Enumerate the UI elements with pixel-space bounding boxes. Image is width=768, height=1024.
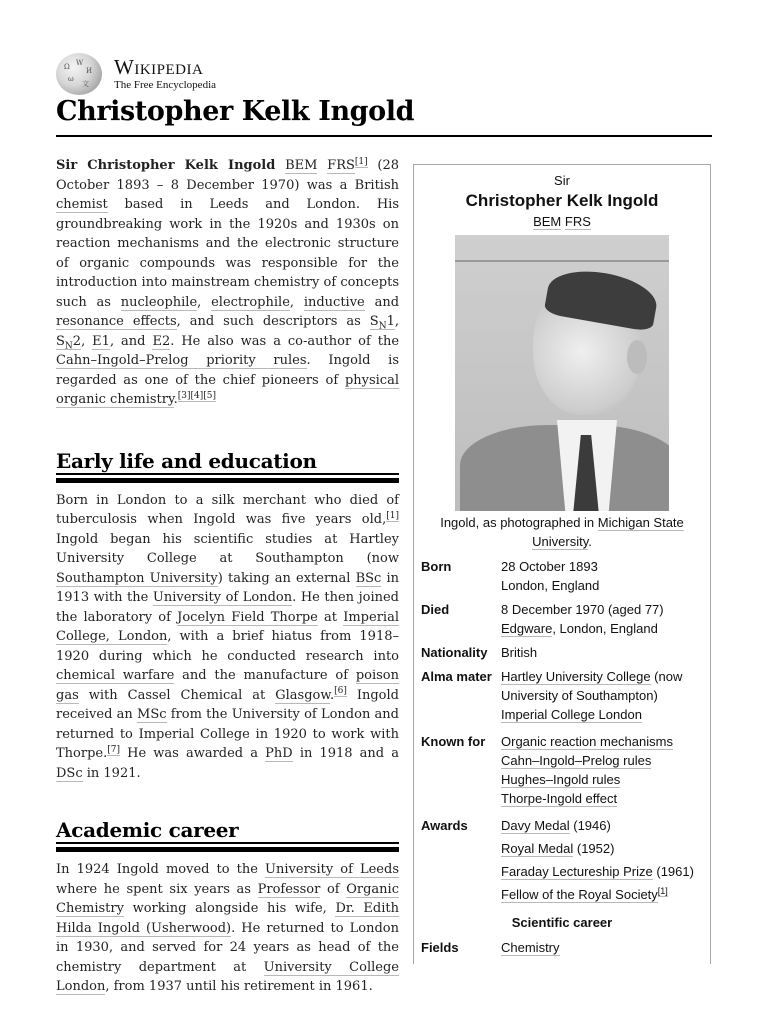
link-chemical-warfare[interactable]: chemical warfare — [56, 668, 175, 683]
link-award[interactable]: Faraday Lectureship Prize — [501, 864, 653, 879]
link-bem[interactable]: BEM — [285, 158, 318, 173]
link-edgware[interactable]: Edgware — [501, 621, 553, 636]
infobox-row-nationality: Nationality British — [421, 645, 538, 660]
link-university-of-london[interactable]: University of London — [152, 590, 293, 605]
link-e1[interactable]: E1 — [92, 333, 110, 349]
portrait-photo[interactable] — [455, 235, 669, 511]
link-nucleophile[interactable]: nucleophile — [120, 294, 198, 310]
link-jocelyn-field-thorpe[interactable]: Jocelyn Field Thorpe — [177, 609, 318, 625]
link-hartley-university-college[interactable]: Hartley University College — [501, 669, 651, 684]
infobox-row-born: Born 28 October 1893 London, England — [421, 559, 600, 593]
infobox-row-alma-mater: Alma mater Hartley University College (now University of Southampton) Imperial College London — [421, 669, 683, 722]
link-sn2[interactable]: $S_N2$ — [56, 333, 82, 352]
link-professor[interactable]: Professor — [257, 881, 321, 897]
link-e2[interactable]: E2 — [152, 333, 171, 349]
link-phd[interactable]: PhD — [265, 746, 293, 761]
link-cip-rules[interactable]: Cahn–Ingold–Prelog priority rules — [56, 353, 307, 368]
wikipedia-wordmark[interactable] — [114, 57, 216, 91]
link-organic-chemistry[interactable]: Organic Chemistry — [56, 881, 399, 916]
link-resonance-effects[interactable]: resonance effects — [56, 314, 177, 329]
link-university-of-leeds[interactable]: University of Leeds — [265, 862, 399, 877]
link-award[interactable]: Fellow of the Royal Society — [501, 887, 658, 902]
link-poison-gas[interactable]: poison gas — [56, 668, 399, 703]
citation-1[interactable]: [1] — [354, 156, 368, 167]
link-southampton-university[interactable]: Southampton University — [56, 570, 218, 586]
citation-1[interactable]: [1] — [657, 885, 668, 896]
link-chemistry[interactable]: Chemistry — [501, 940, 560, 955]
infobox-table — [414, 555, 710, 960]
infobox-subheader-scientific-career: Scientific career — [511, 915, 613, 930]
citation-6[interactable]: [6] — [334, 686, 347, 697]
infobox — [413, 164, 711, 964]
infobox-name: Christopher Kelk Ingold — [465, 191, 659, 210]
site-name[interactable]: Wikipedia — [114, 55, 204, 79]
wikipedia-globe-icon[interactable]: Ω W И ω 文 — [56, 53, 102, 95]
link-award[interactable]: Davy Medal — [501, 818, 570, 833]
infobox-row-fields: Fields Chemistry — [421, 940, 560, 955]
intro-paragraph: Sir Christopher Kelk Ingold BEM FRS[1] (28 October 1893 – 8 December 1970) was a British chemist based in Leeds and London. His groundbreaking work in the 1920s and 1930s on reaction mechanisms and the electronic structure of organic compounds was responsible for the introduction into mainstream chemistry of concepts such as nucleophile, electrophile, inductive and resonance effects, and such descriptors as $S_N1$, $S_N2$, E1, and E2. He also was a co-author of the Cahn–Ingold–Prelog priority rules. Ingold is regarded as one of the chief pioneers of physical organic chemistry.[3][4][5] — [56, 156, 400, 407]
infobox-honorific: Sir — [554, 173, 570, 188]
link-bem[interactable]: BEM — [533, 214, 562, 229]
link-award[interactable]: Royal Medal — [501, 841, 574, 856]
link-known-for-item[interactable]: Cahn–Ingold–Prelog rules — [501, 753, 652, 768]
link-inductive[interactable]: inductive — [303, 294, 365, 310]
infobox-row-died: Died 8 December 1970 (aged 77) Edgware, London, England — [421, 602, 664, 636]
link-msc[interactable]: MSc — [137, 707, 167, 722]
infobox-post-nominals — [414, 214, 710, 229]
link-bsc[interactable]: BSc — [355, 570, 382, 586]
section-heading-academic-career: Academic career — [56, 817, 399, 843]
link-dsc[interactable]: DSc — [56, 765, 83, 781]
link-imperial-college-london[interactable]: Imperial College London — [501, 707, 642, 722]
citation-1[interactable]: [1] — [386, 510, 399, 521]
infobox-row-awards: Awards Davy Medal (1946) Royal Medal (1952) Faraday Lectureship Prize (1961) Fellow of the Royal Society[1] — [421, 818, 694, 902]
link-electrophile[interactable]: electrophile — [211, 294, 290, 310]
link-known-for-item[interactable]: Hughes–Ingold rules — [501, 772, 621, 787]
subject-name: Sir Christopher Kelk Ingold — [56, 158, 276, 173]
link-frs[interactable]: FRS — [564, 214, 591, 229]
link-known-for-item[interactable]: Organic reaction mechanisms — [501, 734, 673, 749]
link-imperial-college[interactable]: Imperial College, London — [56, 609, 399, 644]
academic-career-paragraph: In 1924 Ingold moved to the University of Leeds where he spent six years as Professor of Organic Chemistry working alongside his wife, Dr. Edith Hilda Ingold (Usherwood). He returned to London in 1930, and served for 24 years as head of the chemistry department at University College London, from 1937 until his retirement in 1961. — [56, 862, 400, 994]
site-tagline: The Free Encyclopedia — [114, 79, 217, 91]
link-edith-hilda-ingold[interactable]: Dr. Edith Hilda Ingold (Usherwood) — [56, 901, 399, 936]
site-header — [56, 54, 216, 94]
photo-caption: Ingold, as photographed in Michigan State University. — [440, 515, 684, 549]
page-title: Christopher Kelk Ingold — [56, 94, 712, 137]
link-sn1[interactable]: $S_N1$ — [369, 314, 395, 332]
citation-7[interactable]: [7] — [107, 744, 120, 755]
link-chemist[interactable]: chemist — [56, 197, 108, 212]
link-known-for-item[interactable]: Thorpe-Ingold effect — [501, 791, 618, 806]
link-glasgow[interactable]: Glasgow — [275, 687, 330, 703]
link-frs[interactable]: FRS — [327, 158, 355, 173]
link-physical-organic-chemistry[interactable]: physical organic chemistry — [56, 372, 399, 407]
early-life-paragraph: Born in London to a silk merchant who died of tuberculosis when Ingold was five years old,[1] Ingold began his scientific studies at Hartley University College at Southampton (now Southampton University) taking an external BSc in 1913 with the University of London. He then joined the laboratory of Jocelyn Field Thorpe at Imperial College, London, with a brief hiatus from 1918–1920 during which he conducted research into chemical warfare and the manufacture of poison gas with Cassel Chemical at Glasgow.[6] Ingold received an MSc from the University of London and returned to Imperial College in 1920 to work with Thorpe.[7] He was awarded a PhD in 1918 and a DSc in 1921. — [56, 492, 400, 781]
section-heading-early-life: Early life and education — [56, 448, 399, 474]
link-michigan-state-university[interactable]: Michigan State University — [532, 515, 684, 549]
citations-3-4-5[interactable]: [3][4][5] — [177, 390, 217, 401]
article-body — [56, 156, 399, 997]
infobox-row-known-for: Known for Organic reaction mechanisms Cahn–Ingold–Prelog rules Hughes–Ingold rules Thorpe-Ingold effect — [421, 734, 673, 806]
link-ucl[interactable]: University College London — [56, 959, 399, 994]
